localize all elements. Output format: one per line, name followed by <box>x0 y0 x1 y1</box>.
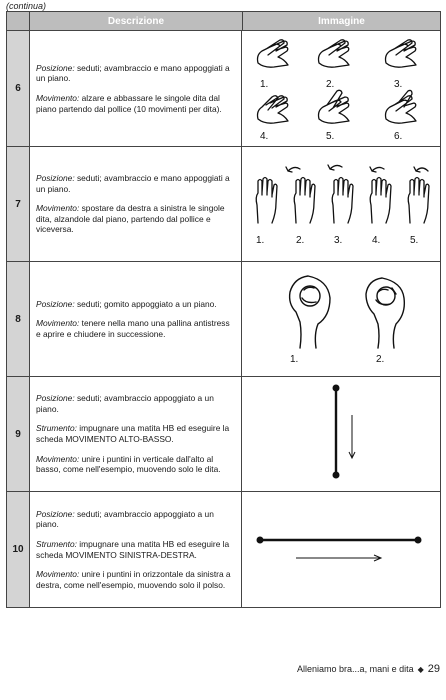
row-description <box>30 31 242 146</box>
row-image <box>242 377 440 491</box>
movement-paragraph <box>36 318 235 339</box>
movement-text: spostare da destra a sinistra le singole dita, alzandole dal piano, partendo dal pollice e viceversa. <box>36 203 225 235</box>
row-image <box>242 492 440 607</box>
row-number: 6 <box>7 31 30 146</box>
row-image <box>242 31 440 146</box>
row-image <box>242 262 440 376</box>
running-title: Alleniamo bra...a, mani e dita <box>297 664 414 674</box>
bottom-dot <box>333 472 340 479</box>
table-header <box>7 12 440 31</box>
arrow-icon <box>286 167 300 172</box>
figure-label: 5. <box>326 131 335 142</box>
hand-drawing-4 <box>370 167 391 223</box>
position-text: seduti; avambraccio e mano appoggiati a un piano. <box>36 62 230 84</box>
header-image: Immagine <box>318 15 365 27</box>
hand-open-ball-drawing <box>290 276 330 348</box>
hand-closed-ball-drawing <box>366 278 404 348</box>
left-dot <box>257 537 264 544</box>
movement-label: Movimento: <box>36 318 80 329</box>
right-dot <box>415 537 422 544</box>
row-description <box>30 147 242 261</box>
movement-paragraph <box>36 569 235 590</box>
table-row <box>7 262 440 377</box>
movement-text: alzare e abbassare le singole dita dal piano partendo dal pollice (10 movimenti per dita). <box>36 93 222 114</box>
position-text: seduti; gomito appoggiato a un piano. <box>74 298 217 309</box>
movement-text: unire i puntini in orizzontale da sinistra a destra, come nell'esempio, muovendo solo il polso. <box>36 569 231 590</box>
arrow-icon <box>414 167 428 172</box>
position-paragraph <box>36 299 235 310</box>
figure-label: 2. <box>296 235 305 246</box>
movement-paragraph <box>36 203 235 235</box>
top-dot <box>333 385 340 392</box>
movement-label: Movimento: <box>36 569 80 580</box>
row-image <box>242 147 440 261</box>
row-number: 9 <box>7 377 30 491</box>
row-number: 7 <box>7 147 30 261</box>
figure-label: 3. <box>394 79 403 90</box>
table-row <box>7 377 440 492</box>
figure-label: 1. <box>256 235 265 246</box>
hand-ball-squeeze-illustration <box>242 262 441 377</box>
figure-label: 4. <box>260 131 269 142</box>
row-description <box>30 492 242 607</box>
position-paragraph <box>36 393 235 414</box>
hand-drawing-1 <box>256 178 277 224</box>
position-label: Posizione: <box>36 62 75 73</box>
horizontal-dots-diagram <box>242 492 441 607</box>
position-paragraph <box>36 63 235 84</box>
table-row <box>7 492 440 607</box>
arrow-icon <box>328 165 342 170</box>
position-label: Posizione: <box>36 508 75 519</box>
movement-text: tenere nella mano una pallina antistress e aprire e chiudere in successione. <box>36 318 230 339</box>
figure-label: 2. <box>376 354 385 365</box>
continued-label: (continua) <box>6 1 47 11</box>
arrow-icon <box>370 167 384 172</box>
header-number-cell <box>7 12 30 30</box>
hand-drawing-3 <box>386 40 417 67</box>
position-paragraph <box>36 509 235 530</box>
hand-drawing-1 <box>258 40 289 67</box>
movement-paragraph <box>36 454 235 475</box>
tool-label: Strumento: <box>36 423 77 434</box>
row-number: 10 <box>7 492 30 607</box>
row-number: 8 <box>7 262 30 376</box>
hand-drawing-4 <box>258 96 289 123</box>
hand-drawing-5 <box>408 167 429 223</box>
position-label: Posizione: <box>36 298 75 309</box>
hand-drawing-5 <box>319 90 350 123</box>
exercise-table <box>6 11 441 608</box>
figure-label: 1. <box>260 79 269 90</box>
figure-label: 5. <box>410 235 419 246</box>
movement-text: unire i puntini in verticale dall'alto al basso, come nell'esempio, muovendo solo le dita. <box>36 453 221 475</box>
hand-drawing-2 <box>286 167 315 223</box>
page-number: 29 <box>427 663 440 675</box>
hand-drawing-3 <box>328 165 353 223</box>
tool-paragraph <box>36 539 235 560</box>
hands-finger-shift-illustration <box>242 147 441 262</box>
diamond-icon: ◆ <box>417 664 424 674</box>
tool-text: impugnare una matita HB ed eseguire la scheda MOVIMENTO ALTO-BASSO. <box>36 423 230 444</box>
row-description <box>30 262 242 376</box>
position-paragraph <box>36 173 235 194</box>
position-text: seduti; avambraccio appoggiato a un piano. <box>36 393 214 414</box>
figure-label: 4. <box>372 235 381 246</box>
position-label: Posizione: <box>36 173 75 184</box>
movement-label: Movimento: <box>36 453 80 464</box>
figure-label: 6. <box>394 131 403 142</box>
vertical-dots-diagram <box>242 377 441 492</box>
position-label: Posizione: <box>36 393 75 404</box>
table-row <box>7 147 440 262</box>
page-footer <box>297 663 440 675</box>
hand-drawing-2 <box>319 40 350 67</box>
table-row <box>7 31 440 147</box>
tool-text: impugnare una matita HB ed eseguire la scheda MOVIMENTO SINISTRA-DESTRA. <box>36 538 230 560</box>
position-text: seduti; avambraccio e mano appoggiati a un piano. <box>36 173 230 194</box>
hand-drawing-6 <box>386 90 417 123</box>
movement-label: Movimento: <box>36 203 80 214</box>
position-text: seduti; avambraccio appoggiato a un piano. <box>36 508 214 530</box>
tool-label: Strumento: <box>36 538 77 549</box>
row-description <box>30 377 242 491</box>
figure-label: 2. <box>326 79 335 90</box>
movement-label: Movimento: <box>36 93 80 103</box>
tool-paragraph <box>36 423 235 444</box>
figure-label: 3. <box>334 235 343 246</box>
header-description: Descrizione <box>30 12 243 30</box>
hands-finger-lift-illustration <box>242 31 441 147</box>
figure-label: 1. <box>290 354 299 365</box>
movement-paragraph <box>36 93 235 114</box>
